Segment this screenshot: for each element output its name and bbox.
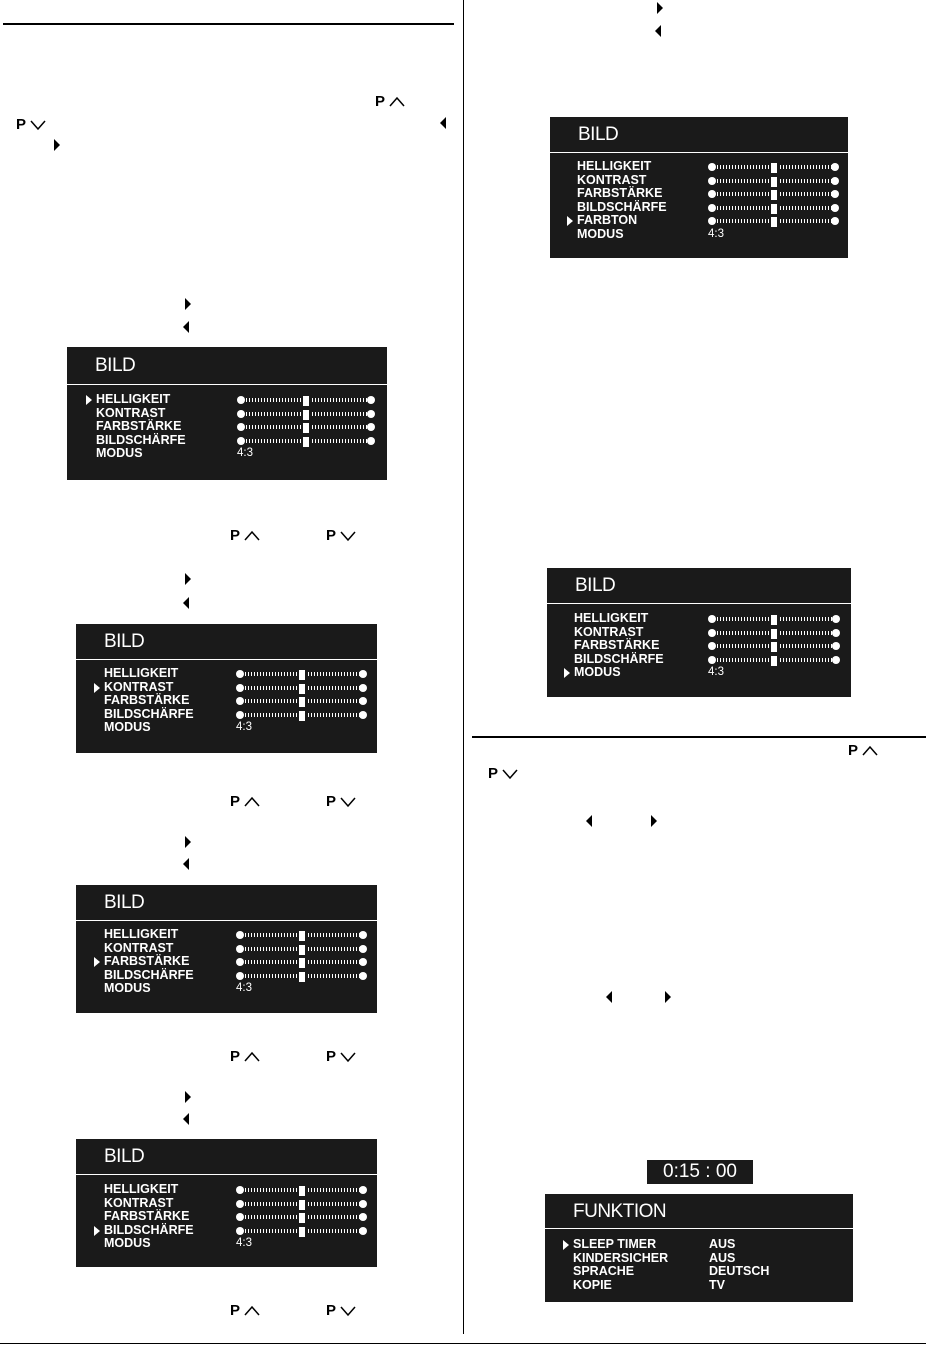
slider-knob [298,944,306,956]
left-arrow-icon [655,25,661,37]
bild-menu-farbton [550,117,848,258]
farbstaerke-slider[interactable] [237,423,375,431]
menu-divider [76,659,377,660]
menu-row[interactable] [104,667,372,681]
row-label: FARBSTÄRKE [104,693,190,708]
row-label: MODUS [574,665,621,680]
farbstaerke-slider[interactable] [236,1213,367,1221]
menu-rows [96,393,381,461]
menu-title: BILD [95,355,136,376]
row-label: BILDSCHÄRFE [574,651,664,666]
right-arrow-icon [185,573,191,585]
bild-menu-kontrast [76,624,377,753]
row-label: HELLIGKEIT [574,611,649,625]
menu-row[interactable] [574,612,844,626]
right-arrow-icon [185,1091,191,1103]
slider-knob [298,1212,306,1224]
row-label: BILDSCHÄRFE [577,199,667,214]
slider-knob [298,1226,306,1238]
left-arrow-icon [586,815,592,827]
slider-knob [302,409,310,421]
chevron-up-icon [388,96,406,108]
helligkeit-slider[interactable] [236,931,367,939]
menu-title: BILD [575,575,616,596]
slider-knob [298,1185,306,1197]
slider-knob [298,669,306,681]
slider-knob [770,162,778,174]
bild-menu-helligkeit [67,347,387,480]
menu-row[interactable] [577,214,842,228]
modus-value: 4:3 [708,666,724,679]
row-label: FARBSTÄRKE [96,419,182,434]
selection-arrow-icon [94,957,100,967]
right-arrow-icon [185,298,191,310]
right-arrow-icon [185,836,191,848]
bildschaerfe-slider[interactable] [236,1227,367,1235]
row-label: KONTRAST [574,624,644,639]
row-label: FARBSTÄRKE [577,186,663,201]
right-section-rule [472,736,926,738]
slider-knob [770,216,778,228]
row-label: BILDSCHÄRFE [104,706,194,721]
slider-knob [298,957,306,969]
menu-title: BILD [578,124,619,145]
p-up-key [375,94,406,110]
menu-rows [104,667,372,735]
row-label: SPRACHE [573,1264,635,1279]
selection-arrow-icon [94,683,100,693]
bildschaerfe-slider[interactable] [708,204,839,212]
menu-row[interactable] [577,187,842,201]
modus-value: 4:3 [237,447,253,460]
menu-rows [574,612,844,680]
menu-row[interactable] [104,1224,372,1238]
menu-divider [547,603,851,604]
row-label: FARBSTÄRKE [104,954,190,969]
p-key-label: P [326,527,337,544]
chevron-down-icon [339,1051,357,1063]
menu-divider [550,152,848,153]
menu-row[interactable] [574,653,844,667]
bild-menu-farbstaerke [76,885,377,1013]
menu-row[interactable] [104,1210,372,1224]
p-up-key [230,1049,261,1065]
slider-knob [770,176,778,188]
chevron-up-icon [243,1305,261,1317]
chevron-down-icon [501,768,519,780]
p-key-label: P [230,1302,241,1319]
row-label: KONTRAST [577,172,647,187]
menu-row[interactable] [577,228,842,242]
left-arrow-icon [183,858,189,870]
row-label: KONTRAST [104,679,174,694]
kontrast-slider[interactable] [236,1200,367,1208]
slider-knob [298,696,306,708]
p-down-key [488,766,519,782]
selection-arrow-icon [564,668,570,678]
modus-value: 4:3 [236,1237,252,1250]
selection-arrow-icon [567,216,573,226]
selection-arrow-icon [86,395,92,405]
row-label: FARBSTÄRKE [574,638,660,653]
funktion-menu [545,1194,853,1302]
top-left-rule [3,23,454,25]
chevron-up-icon [243,1051,261,1063]
selection-arrow-icon [563,1240,569,1250]
selection-arrow-icon [94,1226,100,1236]
row-label: KINDERSICHER [573,1250,669,1265]
row-label: KONTRAST [96,405,166,420]
kontrast-slider[interactable] [237,410,375,418]
menu-row[interactable] [104,982,372,996]
right-arrow-icon [651,815,657,827]
menu-divider [76,920,377,921]
slider-knob [302,395,310,407]
chevron-down-icon [339,530,357,542]
kontrast-slider[interactable] [708,629,840,637]
menu-divider [76,1174,377,1175]
p-key-label: P [230,793,241,810]
row-label: KOPIE [573,1277,612,1292]
menu-row[interactable] [577,160,842,174]
slider-knob [770,655,778,667]
menu-divider [67,384,387,385]
farbstaerke-slider[interactable] [236,697,367,705]
row-label: BILDSCHÄRFE [104,1222,194,1237]
slider-knob [298,930,306,942]
modus-value: 4:3 [236,982,252,995]
p-up-key [230,794,261,810]
p-down-key [326,1049,357,1065]
menu-row[interactable] [573,1279,843,1293]
p-key-label: P [848,742,859,759]
row-label: BILDSCHÄRFE [104,967,194,982]
row-label: HELLIGKEIT [104,666,179,680]
chevron-down-icon [339,1305,357,1317]
row-label: HELLIGKEIT [577,159,652,173]
menu-row[interactable] [96,447,381,461]
row-label: FARBTON [577,213,638,228]
p-key-label: P [326,793,337,810]
row-label: HELLIGKEIT [104,927,179,941]
sleep-timer-display: 0:15 : 00 [647,1160,753,1184]
menu-row[interactable] [96,434,381,448]
row-label: HELLIGKEIT [104,1182,179,1196]
left-arrow-icon [183,597,189,609]
p-up-key [230,1303,261,1319]
menu-row[interactable] [104,969,372,983]
helligkeit-slider[interactable] [237,396,375,404]
chevron-up-icon [243,530,261,542]
p-down-key [16,117,47,133]
row-label: MODUS [104,981,151,996]
menu-row[interactable] [573,1252,843,1266]
slider-knob [770,189,778,201]
p-key-label: P [375,93,386,110]
farbstaerke-slider[interactable] [236,958,367,966]
menu-row[interactable] [573,1265,843,1279]
helligkeit-slider[interactable] [236,1186,367,1194]
p-down-key [326,528,357,544]
menu-rows [573,1238,843,1292]
menu-rows [577,160,842,242]
bildschaerfe-slider[interactable] [236,711,367,719]
row-label: KONTRAST [104,940,174,955]
helligkeit-slider[interactable] [708,615,840,623]
menu-row[interactable] [577,201,842,215]
row-value: TV [709,1277,725,1292]
row-value: AUS [709,1237,736,1251]
menu-rows [104,1183,372,1251]
menu-title: BILD [104,892,145,913]
menu-row[interactable] [104,955,372,969]
bild-menu-bildschaerfe [76,1139,377,1267]
menu-row[interactable] [104,928,372,942]
slider-knob [298,1199,306,1211]
left-arrow-icon [440,117,446,129]
column-divider [463,0,464,1334]
slider-knob [298,971,306,983]
left-arrow-icon [183,1113,189,1125]
row-label: SLEEP TIMER [573,1237,657,1251]
slider-knob [298,710,306,722]
menu-row[interactable] [96,393,381,407]
row-label: MODUS [96,446,143,461]
kontrast-slider[interactable] [236,945,367,953]
bildschaerfe-slider[interactable] [708,656,840,664]
helligkeit-slider[interactable] [708,163,839,171]
row-value: DEUTSCH [709,1264,770,1279]
right-arrow-icon [657,2,663,14]
row-label: BILDSCHÄRFE [96,432,186,447]
menu-row[interactable] [573,1238,843,1252]
modus-value: 4:3 [708,227,724,240]
menu-title: BILD [104,1146,145,1167]
p-down-key [326,794,357,810]
menu-row[interactable] [104,721,372,735]
row-label: MODUS [104,720,151,735]
kontrast-slider[interactable] [236,684,367,692]
slider-knob [302,436,310,448]
p-key-label: P [16,116,27,133]
slider-knob [770,203,778,215]
menu-row[interactable] [104,1237,372,1251]
row-label: MODUS [577,226,624,241]
p-key-label: P [230,1048,241,1065]
modus-value: 4:3 [236,721,252,734]
row-label: KONTRAST [104,1195,174,1210]
bild-menu-modus [547,568,851,697]
p-up-key [230,528,261,544]
p-down-key [326,1303,357,1319]
kontrast-slider[interactable] [708,177,839,185]
chevron-up-icon [243,796,261,808]
chevron-up-icon [861,745,879,757]
bottom-rule [0,1343,926,1344]
p-key-label: P [230,527,241,544]
farbstaerke-slider[interactable] [708,190,839,198]
chevron-down-icon [29,119,47,131]
row-label: HELLIGKEIT [96,392,171,406]
p-up-key [848,743,879,759]
left-arrow-icon [606,991,612,1003]
slider-knob [298,683,306,695]
menu-row[interactable] [104,708,372,722]
row-label: FARBSTÄRKE [104,1209,190,1224]
p-key-label: P [488,765,499,782]
slider-knob [302,422,310,434]
row-value: AUS [709,1250,736,1265]
menu-row[interactable] [104,1183,372,1197]
slider-knob [770,641,778,653]
bildschaerfe-slider[interactable] [237,437,375,445]
slider-knob [770,614,778,626]
helligkeit-slider[interactable] [236,670,367,678]
menu-row[interactable] [574,639,844,653]
menu-row[interactable] [96,420,381,434]
farbstaerke-slider[interactable] [708,642,840,650]
slider-knob [770,628,778,640]
right-arrow-icon [54,139,60,151]
right-arrow-icon [665,991,671,1003]
farbton-slider[interactable] [708,217,839,225]
p-key-label: P [326,1048,337,1065]
menu-row[interactable] [104,694,372,708]
bildschaerfe-slider[interactable] [236,972,367,980]
chevron-down-icon [339,796,357,808]
menu-row[interactable] [574,666,844,680]
menu-rows [104,928,372,996]
menu-title: BILD [104,631,145,652]
left-arrow-icon [183,321,189,333]
menu-divider [545,1228,853,1229]
p-key-label: P [326,1302,337,1319]
menu-title: FUNKTION [573,1201,667,1222]
row-label: MODUS [104,1236,151,1251]
